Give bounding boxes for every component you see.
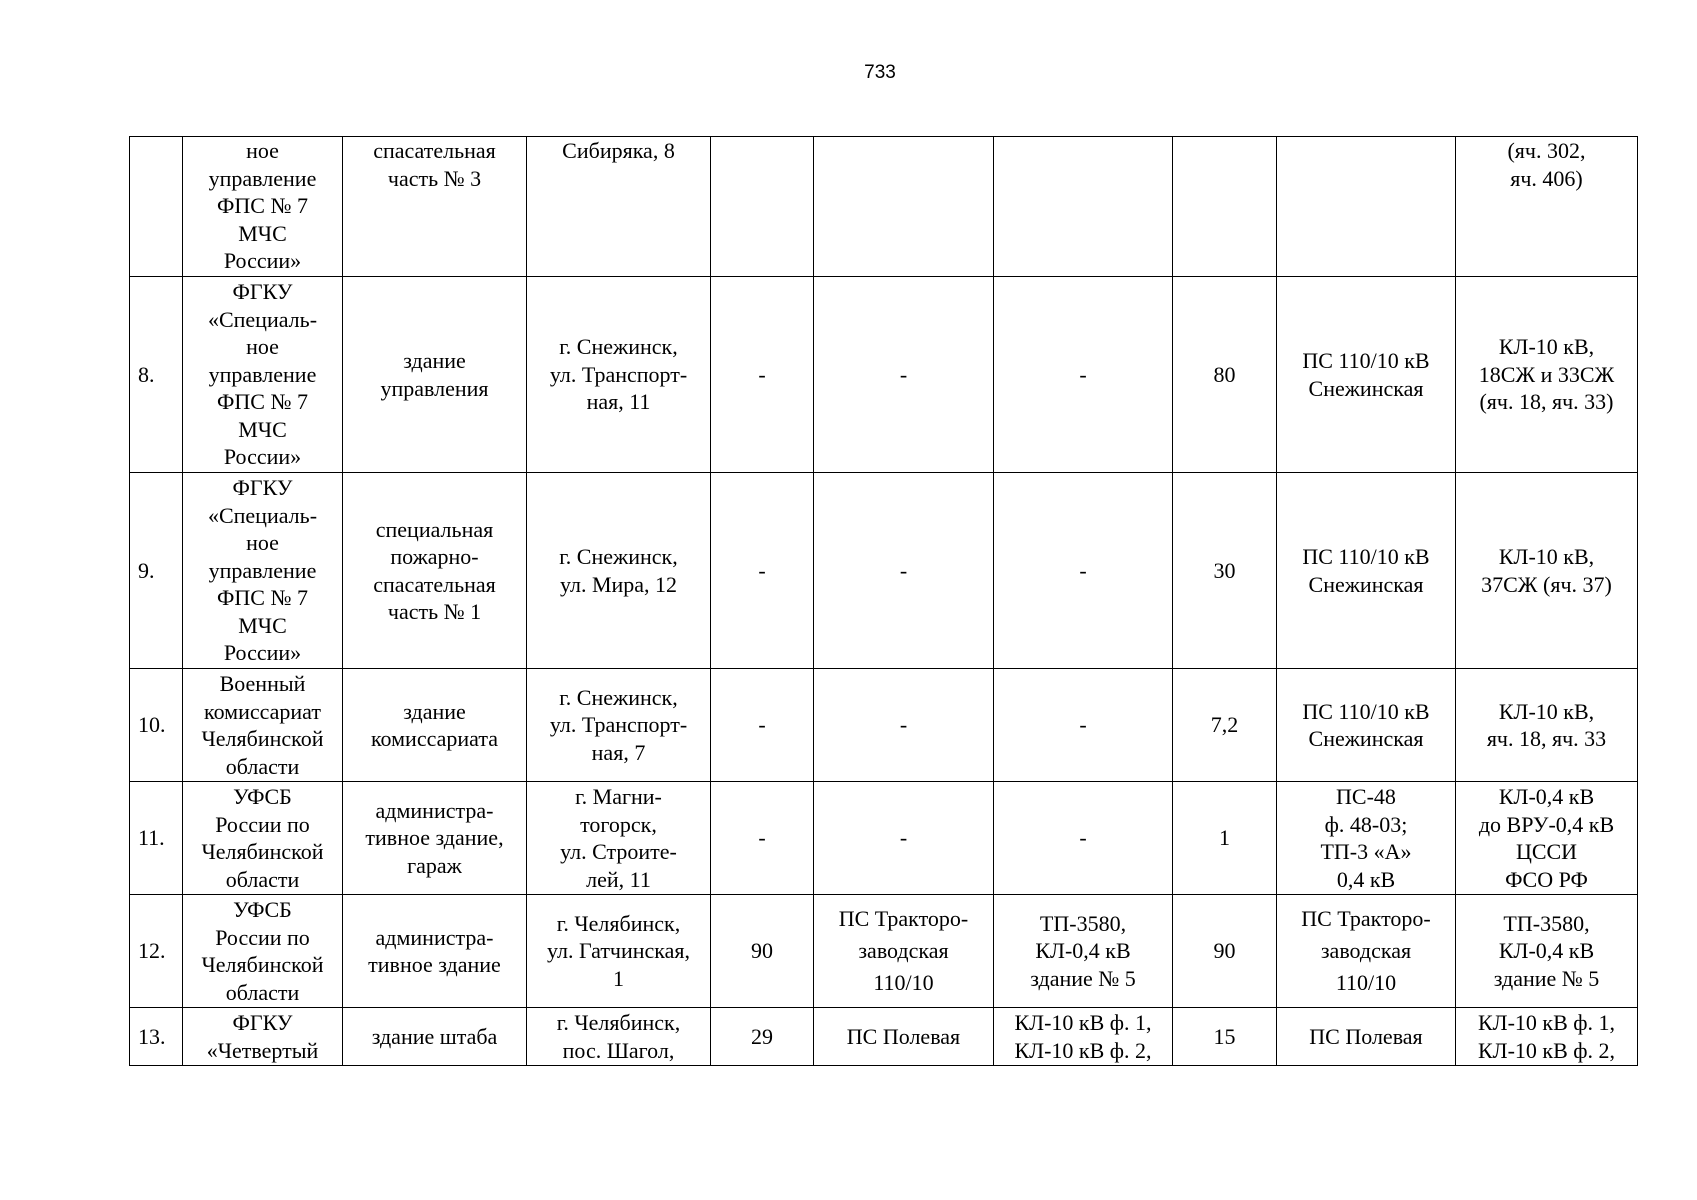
- line-cell: [1456, 1008, 1638, 1066]
- cell-text: ПС Полевая: [1309, 1023, 1423, 1049]
- line-cell: [1456, 137, 1638, 277]
- cell-text: ЦССИ: [1515, 839, 1578, 864]
- table-row: [130, 895, 1638, 1008]
- cell-text: «Специаль-: [207, 306, 318, 332]
- cell-text: -: [899, 712, 908, 738]
- table-row: [130, 277, 1638, 473]
- cell-text: ПС Тракторо-: [838, 906, 969, 931]
- cell-text: ФГКУ: [232, 475, 293, 501]
- cell-text: тивное здание: [368, 952, 501, 977]
- cell-text: КЛ-10 кВ ф. 1,: [1477, 1010, 1616, 1035]
- cell-text: г. Снежинск,: [559, 684, 678, 710]
- cell-text: КЛ-10 кВ,: [1498, 698, 1595, 724]
- organization-cell: [183, 1008, 343, 1066]
- cell-text: Челябинской: [201, 839, 324, 864]
- cell-text: 11.: [138, 825, 165, 851]
- cell-text: ПС 110/10 кВ: [1302, 544, 1430, 569]
- cell-text: спасательная: [373, 138, 496, 163]
- cell-text: 90: [751, 938, 773, 964]
- cell-text: ПС 110/10 кВ: [1302, 698, 1430, 724]
- cell-text: администра-: [375, 797, 494, 823]
- source-cell: [1277, 137, 1456, 277]
- cell-text: -: [1079, 825, 1087, 851]
- cell-text: КЛ-0,4 кВ: [1498, 938, 1595, 964]
- line-cell: [1456, 473, 1638, 669]
- cell-text: яч. 406): [1510, 165, 1583, 191]
- address-cell: [527, 137, 711, 277]
- value-cell: [1173, 782, 1277, 895]
- line-cell: [994, 895, 1173, 1008]
- cell-text: 37СЖ (яч. 37): [1481, 571, 1612, 597]
- cell-text: г. Магни-: [575, 784, 662, 809]
- source-cell: [814, 1008, 994, 1066]
- cell-text: 80: [1213, 361, 1236, 387]
- source-cell: [1277, 277, 1456, 473]
- cell-text: 13.: [138, 1023, 166, 1049]
- cell-text: ФПС № 7: [217, 389, 308, 415]
- value-cell: [711, 1008, 814, 1066]
- cell-text: КЛ-10 кВ,: [1498, 334, 1595, 360]
- cell-text: 7,2: [1210, 712, 1239, 738]
- cell-text: -: [899, 557, 908, 583]
- organization-cell: [183, 277, 343, 473]
- cell-text: КЛ-10 кВ ф. 2,: [1477, 1037, 1616, 1063]
- object-cell: [343, 669, 527, 782]
- organization-cell: [183, 473, 343, 669]
- cell-text: тивное здание,: [365, 825, 504, 851]
- cell-text: Снежинская: [1308, 375, 1424, 401]
- cell-text: заводская: [1320, 938, 1412, 963]
- cell-text: управления: [380, 375, 489, 401]
- organization-cell: [183, 137, 343, 277]
- cell-text: «Четвертый: [206, 1037, 319, 1063]
- cell-text: (яч. 302,: [1507, 138, 1586, 163]
- cell-text: управление: [208, 361, 317, 387]
- cell-text: г. Челябинск,: [556, 910, 681, 936]
- cell-text: 29: [751, 1023, 773, 1049]
- address-cell: [527, 473, 711, 669]
- value-cell: [711, 137, 814, 277]
- cell-text: заводская: [858, 938, 949, 963]
- organization-cell: [183, 895, 343, 1008]
- cell-text: г. Снежинск,: [559, 544, 678, 569]
- table-row: [130, 782, 1638, 895]
- line-cell: [1456, 669, 1638, 782]
- cell-text: комиссариат: [204, 698, 321, 724]
- cell-text: ФПС № 7: [217, 193, 308, 218]
- source-cell: [1277, 1008, 1456, 1066]
- cell-text: 90: [1213, 938, 1236, 964]
- cell-text: МЧС: [238, 220, 287, 246]
- cell-text: до ВРУ-0,4 кВ: [1478, 811, 1615, 837]
- cell-text: яч. 18, яч. 33: [1486, 726, 1607, 751]
- table-row: [130, 137, 1638, 277]
- cell-text: КЛ-10 кВ,: [1498, 544, 1595, 569]
- source-cell: [814, 895, 994, 1008]
- cell-text: здание № 5: [1493, 965, 1600, 991]
- line-cell: [994, 473, 1173, 669]
- cell-text: 12.: [138, 938, 166, 964]
- cell-text: УФСБ: [233, 897, 292, 922]
- cell-text: ПС Полевая: [846, 1023, 961, 1049]
- cell-text: ТП-3580,: [1039, 910, 1127, 936]
- cell-text: Снежинская: [1308, 571, 1424, 597]
- value-cell: [711, 782, 814, 895]
- cell-text: тогорск,: [580, 811, 657, 837]
- cell-text: спасательная: [373, 571, 496, 597]
- cell-text: специальная: [375, 516, 494, 542]
- source-cell: [814, 277, 994, 473]
- cell-text: управление: [208, 557, 317, 583]
- cell-text: -: [1079, 557, 1087, 583]
- cell-text: 15: [1213, 1023, 1236, 1049]
- cell-text: ная, 7: [591, 739, 646, 765]
- value-cell: [1173, 137, 1277, 277]
- source-cell: [814, 669, 994, 782]
- row-number: [130, 473, 183, 669]
- address-cell: [527, 782, 711, 895]
- cell-text: ное: [246, 138, 279, 163]
- object-cell: [343, 137, 527, 277]
- line-cell: [994, 1008, 1173, 1066]
- cell-text: ная, 11: [586, 389, 651, 415]
- source-cell: [1277, 895, 1456, 1008]
- object-cell: [343, 277, 527, 473]
- cell-text: МЧС: [238, 416, 287, 442]
- cell-text: области: [225, 753, 300, 779]
- cell-text: области: [225, 866, 300, 892]
- source-cell: [814, 782, 994, 895]
- cell-text: КЛ-0,4 кВ: [1498, 784, 1595, 809]
- cell-text: комиссариата: [370, 726, 499, 751]
- source-cell: [814, 137, 994, 277]
- cell-text: 8.: [138, 361, 155, 387]
- table-row: [130, 1008, 1638, 1066]
- organization-cell: [183, 782, 343, 895]
- cell-text: МЧС: [238, 612, 287, 638]
- cell-text: -: [758, 712, 766, 738]
- cell-text: 1: [613, 965, 624, 991]
- cell-text: России»: [223, 444, 302, 470]
- object-cell: [343, 473, 527, 669]
- cell-text: УФСБ: [233, 784, 292, 809]
- cell-text: г. Челябинск,: [556, 1010, 681, 1035]
- cell-text: Снежинская: [1308, 726, 1424, 751]
- cell-text: -: [758, 557, 766, 583]
- table-row: [130, 473, 1638, 669]
- cell-text: (яч. 18, яч. 33): [1479, 389, 1614, 415]
- value-cell: [711, 473, 814, 669]
- table-body: [130, 137, 1638, 1066]
- cell-text: здание: [403, 348, 466, 373]
- cell-text: России»: [223, 640, 302, 666]
- row-number: [130, 1008, 183, 1066]
- cell-text: 30: [1213, 557, 1236, 583]
- row-number: [130, 895, 183, 1008]
- cell-text: 10.: [138, 712, 166, 738]
- cell-text: 18СЖ и 33СЖ: [1478, 361, 1615, 387]
- cell-text: ФСО РФ: [1505, 866, 1588, 892]
- row-number: [130, 782, 183, 895]
- cell-text: -: [758, 361, 766, 387]
- address-cell: [527, 277, 711, 473]
- cell-text: -: [899, 361, 908, 387]
- value-cell: [1173, 277, 1277, 473]
- cell-text: 110/10: [873, 970, 934, 995]
- address-cell: [527, 669, 711, 782]
- cell-text: управление: [208, 165, 317, 191]
- address-cell: [527, 1008, 711, 1066]
- value-cell: [711, 277, 814, 473]
- address-cell: [527, 895, 711, 1008]
- cell-text: здание: [403, 698, 466, 724]
- cell-text: ТП-3580,: [1503, 910, 1590, 936]
- object-cell: [343, 895, 527, 1008]
- source-cell: [1277, 782, 1456, 895]
- cell-text: -: [1079, 361, 1087, 387]
- value-cell: [711, 895, 814, 1008]
- organization-cell: [183, 669, 343, 782]
- cell-text: ПС Тракторо-: [1301, 906, 1431, 931]
- cell-text: пожарно-: [390, 544, 479, 569]
- cell-text: ПС-48: [1336, 784, 1396, 809]
- page-number: 733: [864, 62, 896, 83]
- cell-text: Челябинской: [201, 952, 324, 977]
- cell-text: здание штаба: [371, 1023, 498, 1049]
- cell-text: 0,4 кВ: [1336, 866, 1396, 892]
- line-cell: [1456, 895, 1638, 1008]
- cell-text: КЛ-10 кВ ф. 2,: [1014, 1037, 1152, 1063]
- cell-text: 9.: [138, 557, 155, 583]
- line-cell: [1456, 277, 1638, 473]
- value-cell: [1173, 669, 1277, 782]
- cell-text: ф. 48-03;: [1324, 811, 1408, 837]
- cell-text: ное: [246, 530, 279, 556]
- source-cell: [1277, 473, 1456, 669]
- data-table: [129, 136, 1638, 1066]
- cell-text: ФПС № 7: [217, 585, 308, 611]
- cell-text: ТП-3 «А»: [1320, 839, 1412, 864]
- object-cell: [343, 782, 527, 895]
- cell-text: часть № 1: [387, 599, 482, 624]
- cell-text: ул. Транспорт-: [549, 712, 688, 738]
- cell-text: гараж: [407, 852, 462, 878]
- row-number: [130, 137, 183, 277]
- cell-text: ФГКУ: [232, 1010, 293, 1035]
- line-cell: [994, 669, 1173, 782]
- source-cell: [1277, 669, 1456, 782]
- cell-text: «Специаль-: [207, 502, 318, 528]
- cell-text: России»: [223, 248, 302, 273]
- cell-text: КЛ-10 кВ ф. 1,: [1014, 1010, 1152, 1035]
- row-number: [130, 669, 183, 782]
- cell-text: Сибиряка, 8: [562, 138, 675, 163]
- line-cell: [994, 137, 1173, 277]
- line-cell: [1456, 782, 1638, 895]
- cell-text: -: [758, 825, 766, 851]
- cell-text: России по: [215, 811, 310, 837]
- cell-text: ное: [246, 334, 279, 360]
- cell-text: часть № 3: [387, 165, 482, 191]
- cell-text: ул. Транспорт-: [549, 361, 688, 387]
- cell-text: 110/10: [1335, 970, 1397, 995]
- value-cell: [1173, 473, 1277, 669]
- cell-text: -: [899, 825, 908, 851]
- cell-text: ФГКУ: [232, 279, 293, 305]
- table-row: [130, 669, 1638, 782]
- cell-text: лей, 11: [586, 866, 651, 892]
- cell-text: ул. Строите-: [560, 839, 677, 864]
- line-cell: [994, 782, 1173, 895]
- cell-text: -: [1079, 712, 1087, 738]
- cell-text: ул. Мира, 12: [559, 571, 678, 597]
- object-cell: [343, 1008, 527, 1066]
- cell-text: России по: [215, 924, 310, 950]
- cell-text: Челябинской: [201, 726, 324, 751]
- cell-text: 1: [1219, 825, 1230, 851]
- cell-text: г. Снежинск,: [559, 334, 678, 360]
- cell-text: ул. Гатчинская,: [546, 938, 691, 964]
- line-cell: [994, 277, 1173, 473]
- cell-text: администра-: [375, 924, 494, 950]
- cell-text: Военный: [219, 671, 306, 696]
- cell-text: пос. Шагол,: [562, 1037, 675, 1063]
- row-number: [130, 277, 183, 473]
- value-cell: [1173, 895, 1277, 1008]
- cell-text: ПС 110/10 кВ: [1302, 348, 1430, 373]
- value-cell: [711, 669, 814, 782]
- source-cell: [814, 473, 994, 669]
- cell-text: области: [225, 979, 300, 1005]
- cell-text: КЛ-0,4 кВ: [1035, 938, 1131, 964]
- value-cell: [1173, 1008, 1277, 1066]
- cell-text: здание № 5: [1030, 965, 1136, 991]
